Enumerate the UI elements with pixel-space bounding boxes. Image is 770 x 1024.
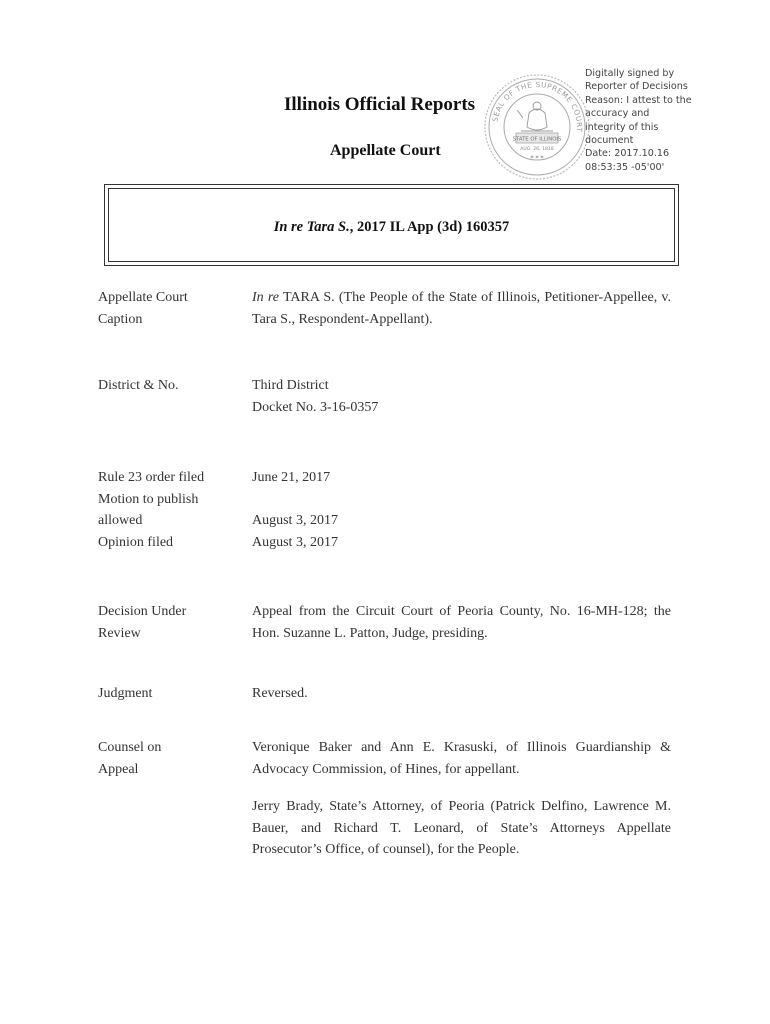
seal-inner-text: STATE OF ILLINOIS: [512, 136, 562, 143]
district-label: District & No.: [98, 378, 179, 393]
rule23-label: Rule 23 order filed: [98, 470, 205, 485]
seal-outer-text: SEAL OF THE SUPREME COURT: [490, 79, 585, 133]
caption-text: [252, 287, 671, 330]
counsel-appellant: Veronique Baker and Ann E. Krasuski, of Illinois Guardianship & Advocacy Commission, of Hines, for appellant.: [252, 740, 671, 777]
seal-date-text: AUG. 26, 1818: [520, 147, 554, 152]
dates-labels: [98, 467, 204, 553]
svg-text:✶✶✶: ✶✶✶: [529, 154, 545, 161]
rule23-date: June 21, 2017: [252, 470, 331, 485]
supreme-court-seal-icon: [483, 73, 591, 181]
caption-body: TARA S. (The People of the State of Illinois, Petitioner-Appellee, v. Tara S., Respondent-Appellant).: [252, 290, 672, 327]
docket-number: Docket No. 3-16-0357: [252, 399, 379, 415]
judgment-label: Judgment: [98, 686, 153, 701]
signature-line: 08:53:35 -05'00': [585, 161, 665, 173]
district-name: Third District: [252, 378, 329, 393]
caption-label: Appellate Court Caption: [98, 290, 188, 327]
caption-prefix: In re: [252, 290, 280, 305]
case-name: In re Tara S.: [273, 219, 350, 235]
motion-allowed-date: August 3, 2017: [252, 513, 338, 528]
dates-values: [252, 467, 671, 553]
opinion-filed-date: August 3, 2017: [252, 534, 338, 550]
signature-line: Reporter of Decisions: [585, 81, 688, 93]
signature-line: document: [585, 135, 634, 147]
signature-line: Date: 2017.10.16: [585, 148, 670, 160]
decision-text: Appeal from the Circuit Court of Peoria County, No. 16-MH-128; the Hon. Suzanne L. Patton, Judge, presiding.: [252, 604, 671, 641]
motion-label: Motion to publish: [98, 491, 199, 507]
allowed-label: allowed: [98, 513, 143, 528]
signature-line: accuracy and: [585, 108, 650, 120]
signature-line: Digitally signed by: [585, 68, 675, 79]
case-citation: [274, 219, 510, 236]
opinion-filed-label: Opinion filed: [98, 534, 174, 550]
judgment-text: Reversed.: [252, 686, 308, 701]
citation-box: [104, 184, 679, 266]
signature-line: Reason: I attest to the: [585, 94, 692, 106]
court-name: Appellate Court: [330, 142, 441, 159]
counsel-appellee: Jerry Brady, State’s Attorney, of Peoria (Patrick Delfino, Lawrence M. Bauer, and Richard T. Leonard, of State’s Attorneys Appellate Prosecutor’s Office, of counsel), for the People.: [252, 799, 671, 857]
district-value: [252, 375, 671, 418]
signature-line: integrity of this: [585, 121, 659, 133]
counsel-label: Counsel on Appeal: [98, 740, 162, 777]
decision-label: Decision Under Review: [98, 604, 187, 641]
digital-signature-block: [585, 67, 705, 174]
report-title: Illinois Official Reports: [284, 94, 476, 115]
citation-reporter: , 2017 IL App (3d) 160357: [349, 219, 510, 235]
